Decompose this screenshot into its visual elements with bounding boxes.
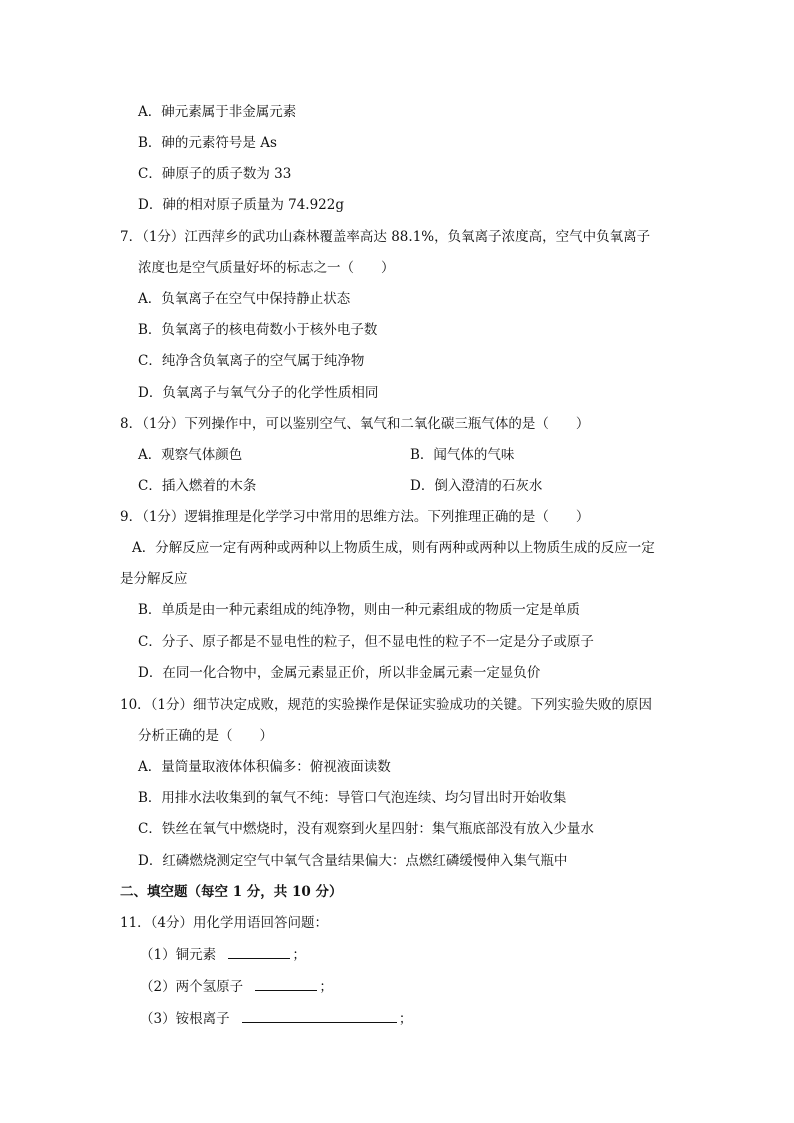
q8-option-c: C．插入燃着的木条: [138, 478, 257, 494]
q8-option-a: A．观察气体颜色: [138, 447, 243, 463]
q9-option-b: B．单质是由一种元素组成的纯净物，则由一种元素组成的物质一定是单质: [138, 602, 580, 618]
q8-option-b: B．闻气体的气味: [410, 447, 515, 463]
q9-option-d: D．在同一化合物中，金属元素显正价，所以非金属元素一定显负价: [138, 665, 541, 681]
q11-part-2-answer-blank[interactable]: [255, 977, 317, 991]
q11-part-1: [140, 945, 306, 964]
q8-option-d: D．倒入澄清的石灰水: [410, 478, 543, 494]
q11-part-2: [140, 977, 333, 996]
q6-option-a: A．砷元素属于非金属元素: [138, 104, 297, 120]
q11-part-3-end: ；: [398, 1011, 413, 1027]
q9-option-a-line1: A．分解反应一定有两种或两种以上物质生成，则有两种或两种以上物质生成的反应一定: [132, 540, 655, 556]
q11-part-3: [140, 1009, 412, 1028]
q11-part-2-label: （2）两个氢原子: [140, 979, 244, 995]
q11-part-1-answer-blank[interactable]: [228, 945, 290, 959]
q6-option-c: C．砷原子的质子数为 33: [138, 166, 292, 182]
section-heading-fill-in: 二、填空题（每空 1 分，共 10 分）: [120, 884, 343, 900]
q10-option-a: A．量筒量取液体体积偏多：俯视液面读数: [138, 759, 391, 775]
q7-option-c: C．纯净含负氧离子的空气属于纯净物: [138, 353, 365, 369]
q9-option-a-line2: 是分解反应: [120, 571, 188, 587]
q7-stem-line2: 浓度也是空气质量好坏的标志之一（ ）: [138, 260, 395, 276]
q11-part-1-end: ；: [292, 947, 306, 963]
q11-part-3-answer-blank[interactable]: [242, 1009, 397, 1023]
q10-option-b: B．用排水法收集到的氧气不纯：导管口气泡连续、均匀冒出时开始收集: [138, 790, 567, 806]
q8-stem: 8．（1分）下列操作中，可以鉴别空气、氧气和二氧化碳三瓶气体的是（ ）: [120, 416, 590, 432]
q9-option-c: C．分子、原子都是不显电性的粒子，但不显电性的粒子不一定是分子或原子: [138, 634, 594, 650]
q7-option-b: B．负氧离子的核电荷数小于核外电子数: [138, 322, 378, 338]
q11-part-2-end: ；: [319, 979, 333, 995]
q6-option-b: B．砷的元素符号是 As: [138, 135, 277, 151]
q9-stem: 9．（1分）逻辑推理是化学学习中常用的思维方法。下列推理正确的是（ ）: [120, 509, 590, 525]
q10-option-d: D．红磷燃烧测定空气中氧气含量结果偏大：点燃红磷缓慢伸入集气瓶中: [138, 853, 568, 869]
q11-part-3-label: （3）铵根离子: [140, 1011, 230, 1027]
q10-stem-line2: 分析正确的是（ ）: [138, 728, 273, 744]
q7-stem-line1: 7．（1分）江西萍乡的武功山森林覆盖率高达 88.1%，负氧离子浓度高，空气中负氧离子: [120, 229, 651, 245]
q7-option-a: A．负氧离子在空气中保持静止状态: [138, 291, 351, 307]
q10-option-c: C．铁丝在氧气中燃烧时，没有观察到火星四射：集气瓶底部没有放入少量水: [138, 821, 594, 837]
q11-part-1-label: （1）铜元素: [140, 947, 217, 963]
q7-option-d: D．负氧离子与氧气分子的化学性质相同: [138, 385, 379, 401]
q11-stem: 11．（4分）用化学用语回答问题：: [120, 915, 329, 931]
q6-option-d: D．砷的相对原子质量为 74.922g: [138, 197, 344, 213]
q10-stem-line1: 10．（1分）细节决定成败，规范的实验操作是保证实验成功的关键。下列实验失败的原因: [120, 697, 653, 713]
